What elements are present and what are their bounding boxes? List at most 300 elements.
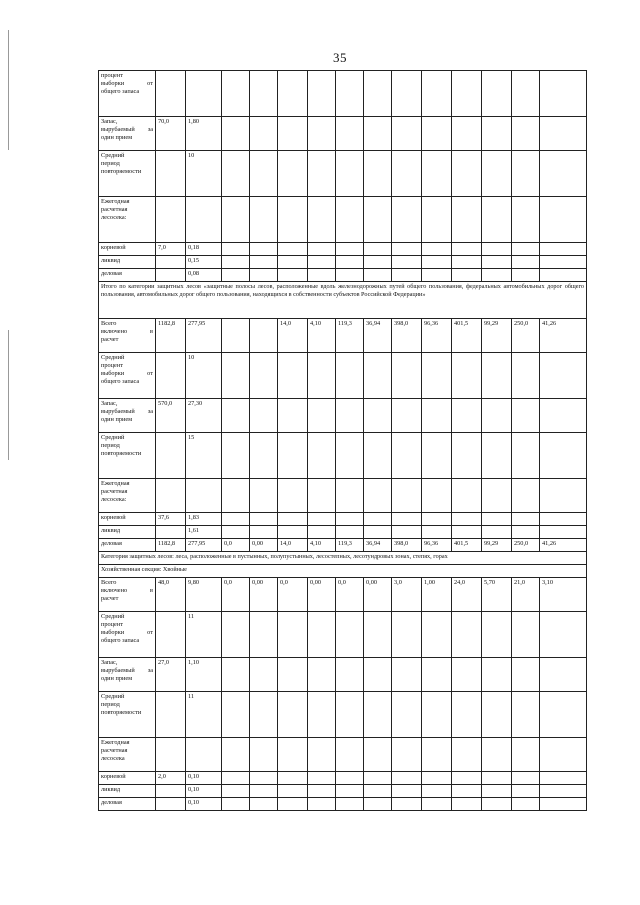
value-cell — [308, 71, 336, 117]
value-cell: 11 — [186, 612, 222, 658]
row-label-line: расчетная — [101, 746, 128, 754]
value-cell — [278, 151, 308, 197]
value-cell — [540, 71, 587, 117]
row-label-line: Средний — [101, 434, 125, 441]
value-cell — [156, 738, 186, 772]
value-cell: 36,94 — [364, 319, 392, 353]
value-cell — [336, 798, 364, 811]
row-label — [99, 433, 156, 479]
value-cell — [540, 772, 587, 785]
value-cell — [364, 513, 392, 526]
value-cell — [278, 399, 308, 433]
value-cell — [364, 526, 392, 539]
value-cell — [540, 151, 587, 197]
value-cell — [482, 256, 512, 269]
value-cell — [482, 353, 512, 399]
value-cell: 0,0 — [222, 539, 250, 552]
value-cell — [422, 71, 452, 117]
value-cell — [482, 269, 512, 282]
value-cell: 96,36 — [422, 539, 452, 552]
value-cell: 0,00 — [250, 578, 278, 612]
value-cell — [422, 151, 452, 197]
value-cell: 27,0 — [156, 658, 186, 692]
row-label-line: Средний — [101, 354, 125, 361]
table-row — [99, 479, 587, 513]
value-cell: 41,26 — [540, 319, 587, 353]
value-cell — [540, 692, 587, 738]
row-label — [99, 269, 156, 282]
value-cell — [250, 353, 278, 399]
value-cell — [540, 399, 587, 433]
value-cell — [278, 692, 308, 738]
row-label-line: Ежегодная — [101, 480, 130, 487]
row-label-line: Ежегодная — [101, 739, 130, 746]
value-cell: 3,10 — [540, 578, 587, 612]
row-label-line: вырубаемый за — [101, 407, 153, 415]
value-cell — [222, 513, 250, 526]
row-label-line: корневой — [101, 244, 126, 251]
table-row — [99, 612, 587, 658]
value-cell — [336, 772, 364, 785]
value-cell — [278, 197, 308, 243]
table-row — [99, 197, 587, 243]
value-cell — [156, 526, 186, 539]
section-row — [99, 565, 587, 578]
value-cell — [156, 692, 186, 738]
value-cell — [250, 612, 278, 658]
value-cell — [512, 117, 540, 151]
value-cell — [392, 269, 422, 282]
value-cell — [482, 738, 512, 772]
row-label-line: Всего — [101, 320, 117, 327]
value-cell — [512, 269, 540, 282]
value-cell — [512, 785, 540, 798]
value-cell — [250, 243, 278, 256]
table-row — [99, 353, 587, 399]
value-cell: 1182,8 — [156, 319, 186, 353]
value-cell: 0,18 — [186, 243, 222, 256]
value-cell: 48,0 — [156, 578, 186, 612]
value-cell — [222, 319, 250, 353]
value-cell — [422, 256, 452, 269]
value-cell — [186, 197, 222, 243]
value-cell — [364, 71, 392, 117]
value-cell: 99,29 — [482, 539, 512, 552]
value-cell: 277,95 — [186, 319, 222, 353]
row-label — [99, 539, 156, 552]
value-cell — [392, 433, 422, 479]
section-row — [99, 282, 587, 319]
value-cell — [222, 692, 250, 738]
value-cell — [512, 772, 540, 785]
value-cell — [452, 772, 482, 785]
row-label-line: ликвид — [101, 786, 121, 793]
value-cell — [392, 71, 422, 117]
value-cell: 0,00 — [308, 578, 336, 612]
value-cell — [308, 269, 336, 282]
row-label-line: вырубаемый за — [101, 666, 153, 674]
value-cell — [422, 738, 452, 772]
value-cell: 24,0 — [452, 578, 482, 612]
value-cell: 1,83 — [186, 513, 222, 526]
value-cell — [512, 738, 540, 772]
row-label-line: включено в — [101, 327, 153, 335]
value-cell — [308, 479, 336, 513]
value-cell: 119,3 — [336, 319, 364, 353]
row-label-line: корневой — [101, 773, 126, 780]
value-cell: 570,0 — [156, 399, 186, 433]
value-cell — [308, 658, 336, 692]
value-cell — [452, 738, 482, 772]
value-cell: 0,00 — [364, 578, 392, 612]
value-cell: 7,0 — [156, 243, 186, 256]
value-cell — [278, 71, 308, 117]
value-cell — [250, 151, 278, 197]
value-cell: 0,15 — [186, 256, 222, 269]
value-cell — [482, 772, 512, 785]
value-cell — [308, 785, 336, 798]
value-cell: 0,10 — [186, 798, 222, 811]
row-label-line: расчет — [101, 335, 119, 343]
value-cell — [482, 785, 512, 798]
value-cell — [512, 513, 540, 526]
value-cell: 15 — [186, 433, 222, 479]
value-cell: 1,61 — [186, 526, 222, 539]
value-cell — [482, 399, 512, 433]
value-cell — [452, 243, 482, 256]
row-label-line: деловая — [101, 270, 122, 277]
row-label — [99, 798, 156, 811]
value-cell: 10 — [186, 353, 222, 399]
value-cell: 4,10 — [308, 539, 336, 552]
row-label — [99, 658, 156, 692]
value-cell — [308, 513, 336, 526]
value-cell — [278, 612, 308, 658]
value-cell — [250, 692, 278, 738]
value-cell — [186, 479, 222, 513]
value-cell — [222, 612, 250, 658]
value-cell — [482, 433, 512, 479]
value-cell — [278, 798, 308, 811]
row-label-line: включено в — [101, 586, 153, 594]
value-cell — [250, 658, 278, 692]
value-cell — [422, 612, 452, 658]
value-cell — [540, 612, 587, 658]
row-label-line: Средний — [101, 693, 125, 700]
value-cell — [336, 526, 364, 539]
value-cell: 398,0 — [392, 539, 422, 552]
row-label — [99, 772, 156, 785]
value-cell — [482, 479, 512, 513]
value-cell — [452, 399, 482, 433]
table-row — [99, 738, 587, 772]
value-cell — [452, 692, 482, 738]
row-label-line: расчет — [101, 594, 119, 602]
value-cell — [540, 433, 587, 479]
value-cell — [364, 117, 392, 151]
table-row — [99, 117, 587, 151]
value-cell — [392, 117, 422, 151]
value-cell — [278, 353, 308, 399]
value-cell — [308, 197, 336, 243]
value-cell — [222, 399, 250, 433]
value-cell: 10 — [186, 151, 222, 197]
value-cell — [250, 526, 278, 539]
value-cell — [422, 658, 452, 692]
value-cell — [540, 117, 587, 151]
value-cell: 398,0 — [392, 319, 422, 353]
value-cell — [482, 798, 512, 811]
value-cell — [364, 658, 392, 692]
table-row — [99, 578, 587, 612]
value-cell — [540, 479, 587, 513]
value-cell — [336, 269, 364, 282]
value-cell — [336, 692, 364, 738]
value-cell — [278, 479, 308, 513]
value-cell — [364, 785, 392, 798]
row-label-line: лесосека: — [101, 213, 127, 221]
value-cell — [336, 658, 364, 692]
value-cell — [422, 479, 452, 513]
value-cell — [512, 399, 540, 433]
row-label-line: расчетная — [101, 205, 128, 213]
row-label — [99, 117, 156, 151]
value-cell: 70,0 — [156, 117, 186, 151]
row-label-line: деловая — [101, 540, 122, 547]
value-cell: 11 — [186, 692, 222, 738]
value-cell — [364, 433, 392, 479]
value-cell — [540, 658, 587, 692]
value-cell — [482, 117, 512, 151]
value-cell — [364, 269, 392, 282]
value-cell — [422, 798, 452, 811]
value-cell: 0,0 — [336, 578, 364, 612]
value-cell — [186, 738, 222, 772]
row-label — [99, 197, 156, 243]
value-cell — [308, 692, 336, 738]
row-label — [99, 612, 156, 658]
value-cell — [392, 692, 422, 738]
value-cell — [308, 772, 336, 785]
value-cell: 3,0 — [392, 578, 422, 612]
value-cell — [392, 151, 422, 197]
value-cell: 119,3 — [336, 539, 364, 552]
value-cell — [392, 785, 422, 798]
value-cell — [250, 319, 278, 353]
row-label — [99, 692, 156, 738]
table-row — [99, 256, 587, 269]
value-cell — [452, 151, 482, 197]
table-row — [99, 785, 587, 798]
value-cell: 37,6 — [156, 513, 186, 526]
value-cell — [156, 612, 186, 658]
forest-calculation-table — [98, 70, 587, 811]
value-cell — [308, 798, 336, 811]
value-cell — [540, 526, 587, 539]
value-cell: 0,0 — [278, 578, 308, 612]
value-cell — [222, 658, 250, 692]
value-cell — [540, 256, 587, 269]
value-cell — [392, 399, 422, 433]
value-cell — [308, 117, 336, 151]
value-cell — [452, 513, 482, 526]
section-row — [99, 552, 587, 565]
value-cell — [156, 269, 186, 282]
section-title: Хозяйственная секция: Хвойные — [99, 565, 587, 578]
row-label-line: Средний — [101, 152, 125, 159]
value-cell — [422, 692, 452, 738]
value-cell — [392, 772, 422, 785]
value-cell: 36,94 — [364, 539, 392, 552]
row-label-line: лесосека: — [101, 495, 127, 503]
row-label-line: Запас, — [101, 659, 118, 666]
row-label — [99, 513, 156, 526]
value-cell — [364, 151, 392, 197]
row-label-line: выборки от — [101, 79, 153, 87]
value-cell: 1,00 — [422, 578, 452, 612]
value-cell: 9,80 — [186, 578, 222, 612]
value-cell — [422, 526, 452, 539]
value-cell — [392, 243, 422, 256]
value-cell — [392, 658, 422, 692]
value-cell — [250, 256, 278, 269]
value-cell — [482, 612, 512, 658]
row-label — [99, 479, 156, 513]
value-cell — [364, 738, 392, 772]
value-cell — [452, 612, 482, 658]
value-cell — [250, 798, 278, 811]
value-cell — [222, 256, 250, 269]
value-cell — [452, 433, 482, 479]
value-cell — [250, 513, 278, 526]
value-cell: 1182,8 — [156, 539, 186, 552]
row-label-line: Средний — [101, 613, 125, 620]
row-label-line: повторяемости — [101, 708, 142, 716]
value-cell — [364, 798, 392, 811]
row-label — [99, 785, 156, 798]
value-cell — [512, 151, 540, 197]
value-cell — [156, 479, 186, 513]
table-row — [99, 243, 587, 256]
value-cell — [482, 151, 512, 197]
value-cell — [482, 71, 512, 117]
value-cell — [392, 798, 422, 811]
value-cell — [250, 117, 278, 151]
value-cell — [422, 399, 452, 433]
row-label — [99, 151, 156, 197]
value-cell — [452, 353, 482, 399]
value-cell — [222, 151, 250, 197]
value-cell — [250, 433, 278, 479]
value-cell — [278, 513, 308, 526]
value-cell: 21,0 — [512, 578, 540, 612]
section-title: Итого по категории защитных лесов «защитные полосы лесов, расположенные вдоль железнодорожных путей общего пользования, федеральных автомобильных дорог общего пользования, автомобильных дорог общего пользования, находящихся в собственности субъектов Российской Федерации» — [99, 282, 587, 319]
value-cell — [308, 738, 336, 772]
value-cell — [250, 71, 278, 117]
value-cell — [222, 479, 250, 513]
value-cell — [336, 738, 364, 772]
row-label-line: повторяемости — [101, 167, 142, 175]
row-label — [99, 353, 156, 399]
value-cell — [392, 197, 422, 243]
row-label-line: вырубаемый за — [101, 125, 153, 133]
value-cell — [482, 692, 512, 738]
value-cell — [422, 269, 452, 282]
value-cell — [186, 71, 222, 117]
value-cell — [278, 243, 308, 256]
value-cell — [422, 197, 452, 243]
value-cell — [222, 269, 250, 282]
row-label-line: период — [101, 441, 120, 449]
value-cell — [512, 256, 540, 269]
value-cell — [222, 71, 250, 117]
value-cell: 41,26 — [540, 539, 587, 552]
table-row — [99, 433, 587, 479]
table-row — [99, 692, 587, 738]
value-cell — [482, 658, 512, 692]
value-cell — [452, 658, 482, 692]
value-cell: 1,10 — [186, 658, 222, 692]
table-row — [99, 399, 587, 433]
row-label — [99, 578, 156, 612]
value-cell — [278, 269, 308, 282]
value-cell: 401,5 — [452, 319, 482, 353]
value-cell — [540, 513, 587, 526]
value-cell — [422, 772, 452, 785]
table-row — [99, 658, 587, 692]
value-cell — [336, 151, 364, 197]
value-cell — [250, 479, 278, 513]
row-label — [99, 526, 156, 539]
value-cell — [364, 353, 392, 399]
value-cell — [482, 243, 512, 256]
value-cell — [250, 399, 278, 433]
row-label — [99, 256, 156, 269]
table-row — [99, 798, 587, 811]
row-label-line: расчетная — [101, 487, 128, 495]
row-label-line: один прием — [101, 674, 133, 682]
value-cell — [336, 353, 364, 399]
value-cell — [422, 353, 452, 399]
value-cell: 0,00 — [250, 539, 278, 552]
value-cell — [250, 738, 278, 772]
value-cell: 14,0 — [278, 319, 308, 353]
value-cell — [512, 71, 540, 117]
table-row — [99, 772, 587, 785]
value-cell — [308, 353, 336, 399]
value-cell — [512, 658, 540, 692]
value-cell — [392, 513, 422, 526]
value-cell — [452, 197, 482, 243]
row-label — [99, 319, 156, 353]
value-cell — [308, 151, 336, 197]
value-cell — [336, 785, 364, 798]
value-cell — [364, 197, 392, 243]
value-cell: 27,30 — [186, 399, 222, 433]
value-cell: 0,10 — [186, 772, 222, 785]
row-label-line: период — [101, 700, 120, 708]
value-cell: 0,08 — [186, 269, 222, 282]
value-cell — [278, 117, 308, 151]
section-title: Категория защитных лесов: леса, расположенные в пустынных, полупустынных, лесостепных, лесотундровых зонах, степях, горах — [99, 552, 587, 565]
value-cell — [156, 71, 186, 117]
value-cell — [452, 798, 482, 811]
value-cell: 14,0 — [278, 539, 308, 552]
value-cell — [422, 433, 452, 479]
value-cell — [392, 738, 422, 772]
page-number: 35 — [333, 50, 347, 65]
value-cell — [156, 798, 186, 811]
